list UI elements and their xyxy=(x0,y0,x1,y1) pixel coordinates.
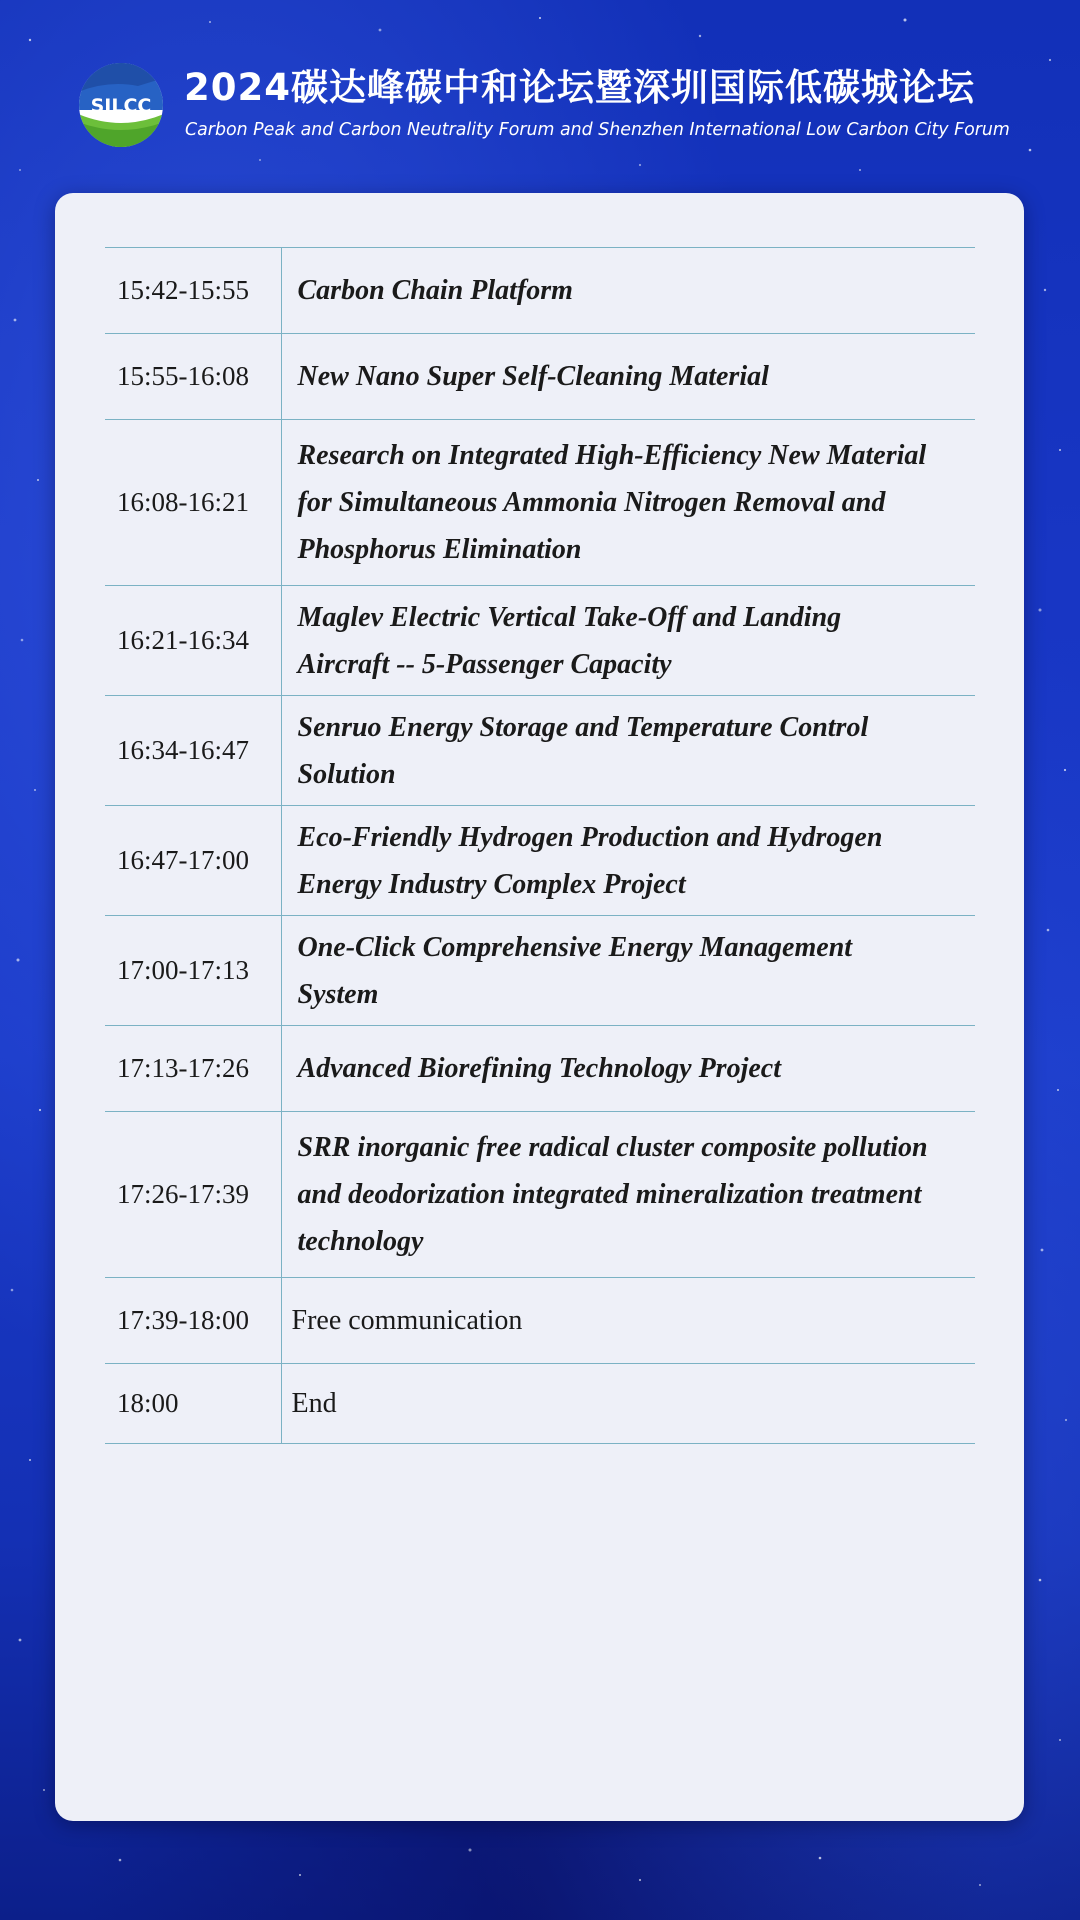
schedule-card xyxy=(55,193,1024,1821)
silcc-logo xyxy=(78,62,164,148)
schedule-row xyxy=(105,806,975,916)
schedule-topic: Carbon Chain Platform xyxy=(297,275,573,306)
schedule-time: 17:00-17:13 xyxy=(105,916,281,1026)
schedule-row xyxy=(105,916,975,1026)
forum-title-chinese: 2024碳达峰碳中和论坛暨深圳国际低碳城论坛 xyxy=(184,66,975,109)
schedule-topic: SRR inorganic free radical cluster composite pollution and deodorization integrated mineralization treatment technology xyxy=(297,1132,928,1257)
schedule-topic: Advanced Biorefining Technology Project xyxy=(297,1053,781,1084)
schedule-topic: Free communication xyxy=(291,1305,523,1336)
schedule-time: 15:42-15:55 xyxy=(105,248,281,334)
schedule-row xyxy=(105,1364,975,1444)
schedule-topic: One-Click Comprehensive Energy Management System xyxy=(297,931,853,1010)
schedule-time: 16:34-16:47 xyxy=(105,696,281,806)
schedule-time: 17:13-17:26 xyxy=(105,1026,281,1112)
schedule-row xyxy=(105,248,975,334)
schedule-row xyxy=(105,586,975,696)
schedule-time: 16:21-16:34 xyxy=(105,586,281,696)
schedule-row xyxy=(105,420,975,586)
schedule-row xyxy=(105,334,975,420)
schedule-row xyxy=(105,1112,975,1278)
schedule-table xyxy=(105,247,975,1444)
svg-text:SILCC: SILCC xyxy=(90,95,152,117)
schedule-topic: Eco-Friendly Hydrogen Production and Hydrogen Energy Industry Complex Project xyxy=(297,821,883,900)
schedule-topic: New Nano Super Self-Cleaning Material xyxy=(297,361,769,392)
schedule-topic: Senruo Energy Storage and Temperature Control Solution xyxy=(297,711,869,790)
schedule-time: 17:39-18:00 xyxy=(105,1278,281,1364)
schedule-time: 18:00 xyxy=(105,1364,281,1444)
schedule-row xyxy=(105,1278,975,1364)
schedule-time: 16:08-16:21 xyxy=(105,420,281,586)
schedule-row xyxy=(105,696,975,806)
schedule-time: 15:55-16:08 xyxy=(105,334,281,420)
schedule-time: 17:26-17:39 xyxy=(105,1112,281,1278)
schedule-row xyxy=(105,1026,975,1112)
schedule-topic: Research on Integrated High-Efficiency New Material for Simultaneous Ammonia Nitrogen Removal and Phosphorus Elimination xyxy=(297,440,927,565)
schedule-topic: Maglev Electric Vertical Take-Off and Landing Aircraft -- 5-Passenger Capacity xyxy=(297,601,842,680)
forum-title-english: Carbon Peak and Carbon Neutrality Forum and Shenzhen International Low Carbon City Forum xyxy=(185,120,1010,140)
forum-header xyxy=(0,0,1080,190)
schedule-time: 16:47-17:00 xyxy=(105,806,281,916)
schedule-topic: End xyxy=(291,1388,337,1419)
